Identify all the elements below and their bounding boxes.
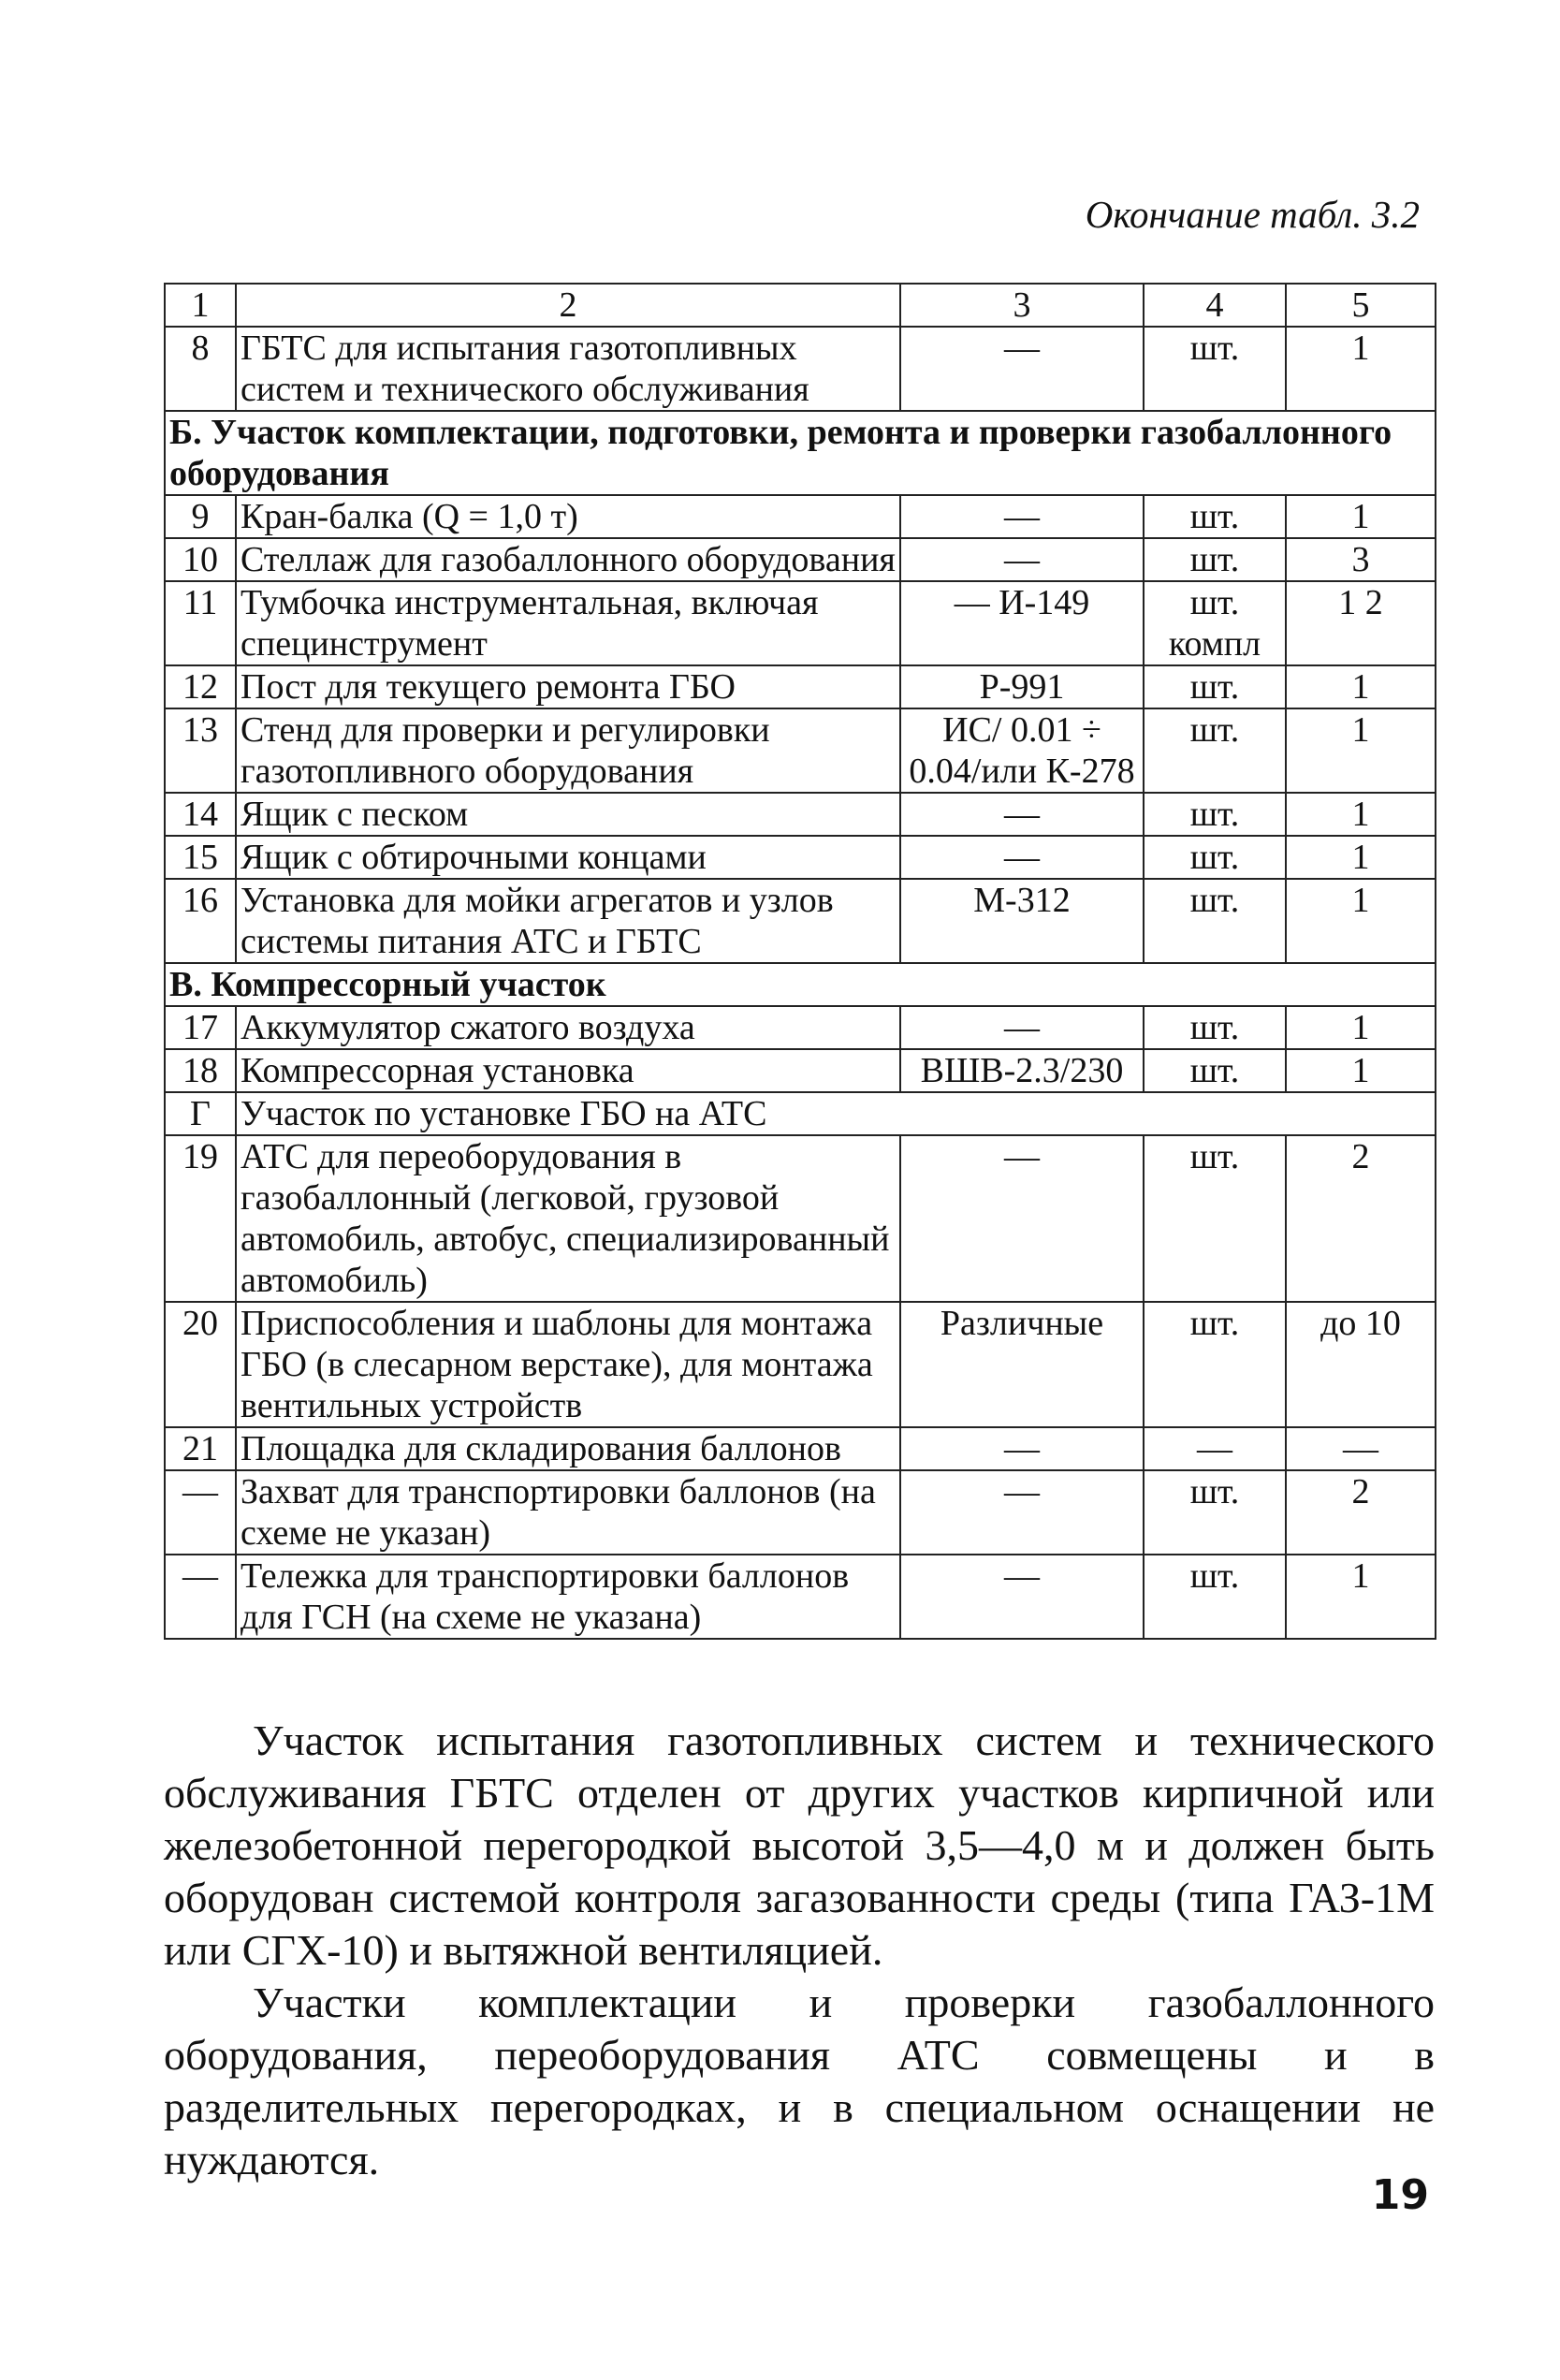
equipment-model: — [900,1470,1144,1555]
unit: шт. [1144,1302,1286,1427]
table-row [165,1470,1436,1555]
quantity: 2 [1286,1470,1436,1555]
quantity: 1 [1286,495,1436,538]
equipment-model: — [900,793,1144,836]
quantity: — [1286,1427,1436,1470]
row-number: 8 [165,327,236,411]
equipment-name: Тележка для транспортировки баллонов для ГСН (на схеме не указана) [236,1555,900,1639]
table-row [165,581,1436,665]
unit: — [1144,1427,1286,1470]
row-number: 16 [165,879,236,963]
unit: шт. [1144,836,1286,879]
header-cell: 2 [236,284,900,327]
quantity: 1 [1286,665,1436,708]
equipment-name: Стеллаж для газобаллонного оборудования [236,538,900,581]
unit: шт. [1144,1470,1286,1555]
equipment-model: ВШВ-2.3/230 [900,1049,1144,1092]
table-row [165,665,1436,708]
table-row [165,879,1436,963]
unit: шт. [1144,1006,1286,1049]
header-cell: 5 [1286,284,1436,327]
unit: шт. [1144,1135,1286,1302]
unit: шт. [1144,327,1286,411]
row-number: 20 [165,1302,236,1427]
unit: шт. [1144,1555,1286,1639]
header-cell: 3 [900,284,1144,327]
equipment-model: — [900,1135,1144,1302]
row-number: 11 [165,581,236,665]
table-row [165,1135,1436,1302]
section-title: В. Компрессорный участок [165,963,1436,1006]
row-number: 13 [165,708,236,793]
row-number: 19 [165,1135,236,1302]
row-number: 12 [165,665,236,708]
quantity: 1 [1286,327,1436,411]
equipment-model: — [900,1555,1144,1639]
equipment-model: — [900,1006,1144,1049]
table-caption: Окончание табл. 3.2 [1085,193,1420,236]
equipment-model: — И-149 [900,581,1144,665]
row-number: — [165,1470,236,1555]
equipment-name: Захват для транспортировки баллонов (на схеме не указан) [236,1470,900,1555]
equipment-model: — [900,836,1144,879]
equipment-table [164,283,1436,1640]
section-row [165,963,1436,1006]
section-title: Б. Участок комплектации, подготовки, ремонта и проверки газобаллонного оборудования [165,411,1436,495]
equipment-model: Различные [900,1302,1144,1427]
equipment-name: Кран-балка (Q = 1,0 т) [236,495,900,538]
unit: шт. [1144,793,1286,836]
row-number: 9 [165,495,236,538]
row-number: — [165,1555,236,1639]
equipment-name: Ящик с песком [236,793,900,836]
unit: шт. [1144,495,1286,538]
quantity: 1 2 [1286,581,1436,665]
table-row [165,1555,1436,1639]
body-paragraph: Участок испытания газотопливных систем и технического обслуживания ГБТС отделен от других участков кирпичной или железобетонной перегородкой высотой 3,5—4,0 м и должен быть оборудован системой контроля загазованности среды (типа ГАЗ-1М или СГХ-10) и вытяжной вентиляцией. [164,1716,1435,1974]
row-number: 15 [165,836,236,879]
quantity: 1 [1286,793,1436,836]
equipment-model: — [900,495,1144,538]
equipment-model: М-312 [900,879,1144,963]
table-row [165,495,1436,538]
quantity: 1 [1286,708,1436,793]
table-row [165,1302,1436,1427]
quantity: до 10 [1286,1302,1436,1427]
equipment-model: — [900,1427,1144,1470]
equipment-model: — [900,327,1144,411]
unit: шт. [1144,1049,1286,1092]
table-row [165,538,1436,581]
subsection-row [165,1092,1436,1135]
equipment-name: Тумбочка инструментальная, включая специнструмент [236,581,900,665]
quantity: 1 [1286,836,1436,879]
equipment-name: АТС для переоборудования в газобаллонный (легковой, грузовой автомобиль, автобус, специализированный автомобиль) [236,1135,900,1302]
table-header-row [165,284,1436,327]
table-row [165,793,1436,836]
equipment-name: ГБТС для испытания газотопливных систем и технического обслуживания [236,327,900,411]
row-number: 21 [165,1427,236,1470]
equipment-name: Компрессорная установка [236,1049,900,1092]
quantity: 2 [1286,1135,1436,1302]
row-number: 14 [165,793,236,836]
quantity: 1 [1286,879,1436,963]
table-row [165,836,1436,879]
section-row [165,411,1436,495]
equipment-name: Аккумулятор сжатого воздуха [236,1006,900,1049]
unit: шт. компл [1144,581,1286,665]
row-number: 17 [165,1006,236,1049]
row-number: Г [165,1092,236,1135]
quantity: 1 [1286,1049,1436,1092]
table-row [165,1427,1436,1470]
row-number: 18 [165,1049,236,1092]
table-row [165,327,1436,411]
equipment-model: ИС/ 0.01 ÷ 0.04/или К-278 [900,708,1144,793]
equipment-name: Установка для мойки агрегатов и узлов системы питания АТС и ГБТС [236,879,900,963]
equipment-model: — [900,538,1144,581]
table-row [165,708,1436,793]
equipment-name: Площадка для складирования баллонов [236,1427,900,1470]
unit: шт. [1144,708,1286,793]
equipment-name: Приспособления и шаблоны для монтажа ГБО (в слесарном верстаке), для монтажа вентильных устройств [236,1302,900,1427]
unit: шт. [1144,538,1286,581]
row-number: 10 [165,538,236,581]
equipment-name: Стенд для проверки и регулировки газотопливного оборудования [236,708,900,793]
equipment-name: Ящик с обтирочными концами [236,836,900,879]
body-paragraph: Участки комплектации и проверки газобаллонного оборудования, переоборудования АТС совмещены и в разделительных перегородках, и в специальном оснащении не нуждаются. [164,1978,1435,2183]
table-row [165,1049,1436,1092]
quantity: 1 [1286,1006,1436,1049]
quantity: 1 [1286,1555,1436,1639]
table-row [165,1006,1436,1049]
quantity: 3 [1286,538,1436,581]
equipment-name: Пост для текущего ремонта ГБО [236,665,900,708]
unit: шт. [1144,879,1286,963]
subsection-title: Участок по установке ГБО на АТС [236,1092,1436,1135]
header-cell: 4 [1144,284,1286,327]
header-cell: 1 [165,284,236,327]
unit: шт. [1144,665,1286,708]
equipment-model: Р-991 [900,665,1144,708]
page-number: 19 [1371,2171,1429,2219]
